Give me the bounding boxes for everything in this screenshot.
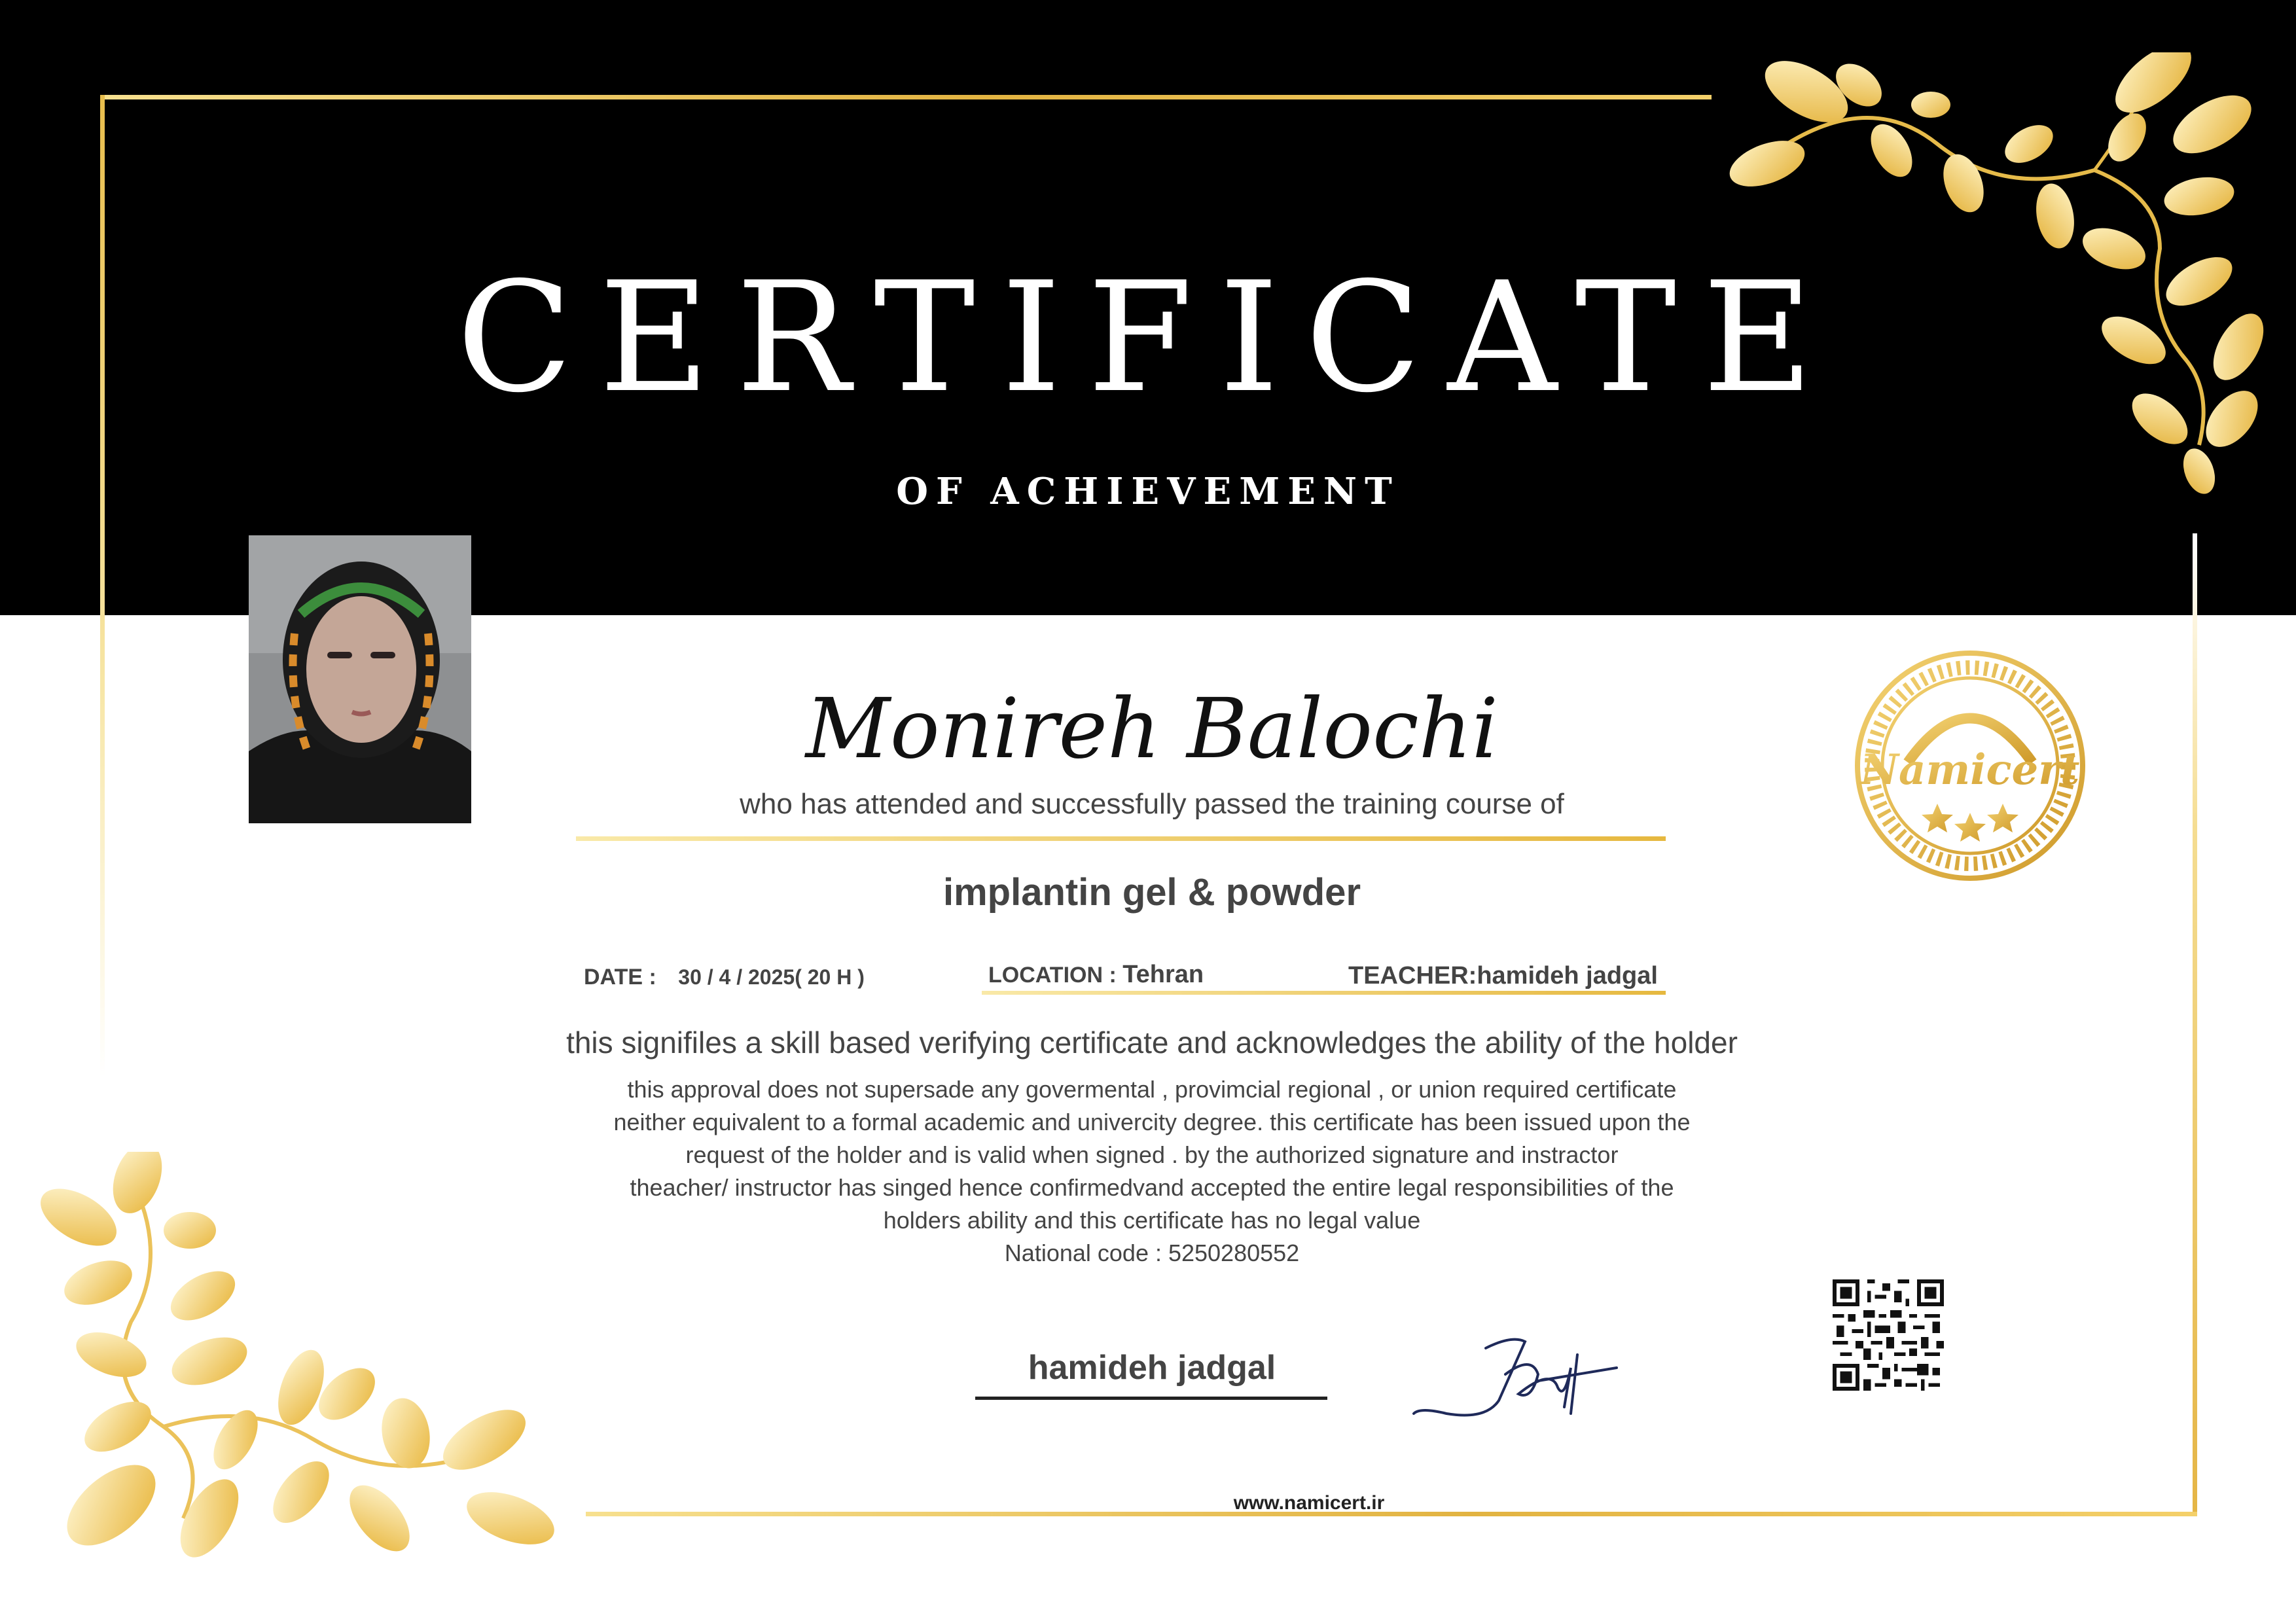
qr-code-icon: [1833, 1279, 1944, 1391]
location-label: LOCATION :: [988, 963, 1117, 988]
disclaimer-line: theacher/ instructor has singed hence confirmedvand accepted the entire legal responsibilities of the: [630, 1174, 1674, 1201]
disclaimer-line: neither equivalent to a formal academic and univercity degree. this certificate has been issued upon the: [613, 1109, 1691, 1135]
attended-text: who has attended and successfully passed the training course of: [740, 788, 1564, 820]
holder-photo: [249, 535, 471, 823]
date-label: DATE :: [584, 965, 656, 990]
teacher-value: hamideh jadgal: [1477, 962, 1658, 990]
namicert-seal-icon: [1846, 641, 2094, 890]
frame-top-line: [101, 95, 1712, 99]
date-field: [584, 965, 865, 990]
signifies-statement: this signifiles a skill based verifying certificate and acknowledges the ability of the holder: [566, 1026, 1738, 1060]
date-value: 30 / 4 / 2025( 20 H ): [678, 965, 865, 989]
meta-underline: [982, 991, 1666, 995]
disclaimer-line: request of the holder and is valid when signed . by the authorized signature and instractor: [685, 1141, 1619, 1168]
gold-leaf-branch-icon: [1728, 52, 2265, 497]
signature-icon: [1407, 1329, 1630, 1427]
national-code: National code : 5250280552: [1004, 1240, 1300, 1266]
course-name: implantin gel & powder: [942, 871, 1361, 914]
certificate-subtitle: OF ACHIEVEMENT: [896, 470, 1400, 513]
location-field: [988, 961, 1204, 989]
holder-portrait-icon: [249, 535, 471, 823]
holder-name: Monireh Balochi: [805, 681, 1499, 777]
disclaimer-line: this approval does not supersade any govermental , provimcial regional , or union required certificate: [627, 1076, 1677, 1103]
teacher-label: TEACHER:: [1348, 962, 1477, 990]
website-link[interactable]: www.namicert.ir: [1233, 1492, 1385, 1514]
disclaimer-text: [511, 1073, 1793, 1270]
frame-right-line: [2193, 533, 2197, 1515]
signer-name: hamideh jadgal: [1028, 1349, 1276, 1387]
seal-text: Namicert: [1860, 745, 2080, 794]
frame-left-line: [100, 95, 105, 1077]
certificate-title: CERTIFICATE: [456, 249, 1840, 426]
location-value: Tehran: [1122, 961, 1204, 988]
name-underline: [576, 836, 1666, 841]
signer-underline: [975, 1397, 1327, 1400]
teacher-field: [1348, 962, 1658, 990]
disclaimer-line: holders ability and this certificate has no legal value: [883, 1207, 1421, 1234]
gold-leaf-branch-icon: [39, 1152, 563, 1584]
